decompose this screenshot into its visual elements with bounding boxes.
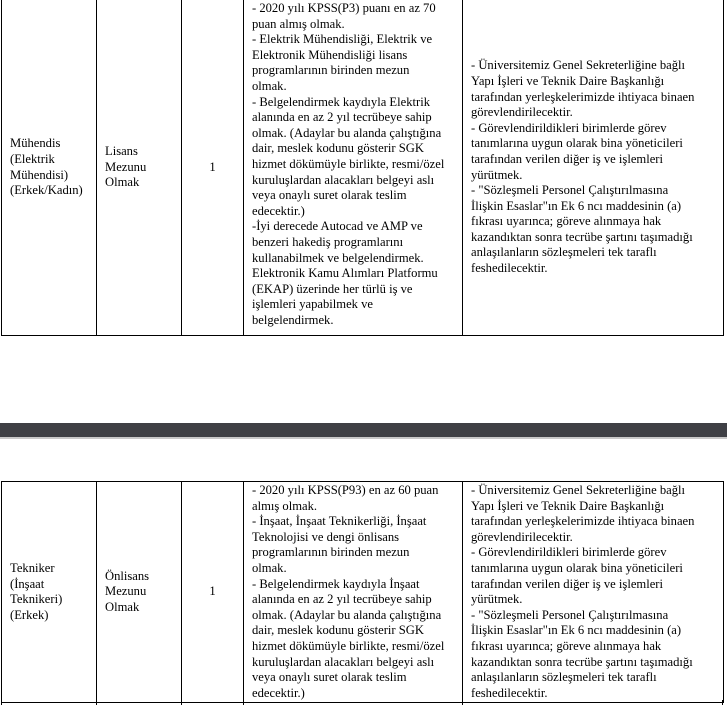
text-line: (Erkek/Kadın) <box>10 183 83 198</box>
text-line: yürütmek. <box>471 592 523 607</box>
education-cell <box>97 482 182 703</box>
text-line: görevlendirilecektir. <box>471 529 573 544</box>
text-line: - Belgelendirmek kaydıyla Elektrik <box>252 94 431 109</box>
text-line: - Görevlendirildikleri birimlerde görev <box>471 545 667 560</box>
duties-cell <box>463 0 724 336</box>
position-title <box>10 561 88 623</box>
text-line: hizmet dökümüyle birlikte, resmi/özel <box>252 156 445 171</box>
text-line: kuruluşlardan alacakları belgeyi aslı <box>252 172 435 187</box>
duties-cell <box>463 482 724 703</box>
text-line: olmak. (Adaylar bu alanda çalıştığına <box>252 125 442 140</box>
text-line: belgelendirmek. <box>252 312 334 327</box>
duties-text <box>471 58 715 276</box>
text-line: işlemleri yapabilmek ve <box>252 297 373 312</box>
table-row <box>2 0 724 336</box>
text-line: Mühendisi) <box>10 167 69 182</box>
text-line: Elektronik Mühendisliği lisans <box>252 47 408 62</box>
text-line: Teknolojisi ve dengi önlisans <box>252 529 400 544</box>
position-count-cell <box>182 0 244 336</box>
text-line: - "Sözleşmeli Personel Çalıştırılmasına <box>471 183 669 198</box>
text-line: İlişkin Esaslar"ın Ek 6 ncı maddesinin (a) <box>471 198 682 213</box>
position-title-cell <box>2 482 97 703</box>
text-line: (Erkek) <box>10 607 49 622</box>
text-line: hizmet dökümüyle birlikte, resmi/özel <box>252 638 445 653</box>
text-line: feshedilecektir. <box>471 261 548 276</box>
education-cell <box>97 0 182 336</box>
text-line: programlarının birinden mezun <box>252 63 410 78</box>
education-requirement <box>105 144 173 191</box>
text-line: dair, meslek kodunu gösterir SGK <box>252 623 424 638</box>
text-line: Lisans <box>105 144 138 159</box>
text-line: olmak. <box>252 78 287 93</box>
text-line: olmak. <box>252 560 287 575</box>
table-row <box>2 482 724 703</box>
text-line: yürütmek. <box>471 167 523 182</box>
requirements-cell <box>244 482 463 703</box>
text-line: - 2020 yılı KPSS(P93) en az 60 puan <box>252 483 439 497</box>
position-count: 1 <box>209 159 216 174</box>
text-line: - "Sözleşmeli Personel Çalıştırılmasına <box>471 607 669 622</box>
text-line: tanımlarına uygun olarak bina yöneticileri <box>471 560 683 575</box>
text-line: - Elektrik Mühendisliği, Elektrik ve <box>252 32 433 47</box>
text-line: tarafından yerleşkelerimizde ihtiyaca binaen <box>471 89 695 104</box>
text-line: kuruluşlardan alacakları belgeyi aslı <box>252 654 435 669</box>
text-line: - Üniversitemiz Genel Sekreterliğine bağlı <box>471 58 686 73</box>
text-line: Olmak <box>105 599 140 614</box>
position-title <box>10 136 88 198</box>
text-line: edecektir.) <box>252 203 305 218</box>
duties-text <box>471 483 715 701</box>
text-line: Mezunu <box>105 584 147 599</box>
text-line: fıkrası uyarınca; göreve alınmaya hak <box>471 214 662 229</box>
text-line: görevlendirilecektir. <box>471 105 573 120</box>
text-line: - Üniversitemiz Genel Sekreterliğine bağlı <box>471 483 686 497</box>
text-line: kazandıktan sonra tecrübe şartını taşımadığı <box>471 654 693 669</box>
education-requirement <box>105 569 173 616</box>
position-title-cell <box>2 0 97 336</box>
position-table-engineer <box>1 0 724 336</box>
requirements-text <box>252 1 454 328</box>
text-line: Mezunu <box>105 159 147 174</box>
cell-border <box>462 700 463 705</box>
text-line: Elektronik Kamu Alımları Platformu <box>252 266 438 281</box>
text-line: veya onaylı suret olarak teslim <box>252 670 407 685</box>
text-line: edecektir.) <box>252 685 305 700</box>
text-line: programlarının birinden mezun <box>252 545 410 560</box>
text-line: - 2020 yılı KPSS(P3) puanı en az 70 <box>252 1 436 15</box>
text-line: Mühendis <box>10 136 61 151</box>
text-line: anlaşılanların sözleşmeleri tek taraflı <box>471 670 657 685</box>
text-line: İlişkin Esaslar"ın Ek 6 ncı maddesinin (a) <box>471 623 682 638</box>
text-line: dair, meslek kodunu gösterir SGK <box>252 141 424 156</box>
text-line: -İyi derecede Autocad ve AMP ve <box>252 219 423 234</box>
cell-border <box>181 700 182 705</box>
page-separator <box>0 423 727 437</box>
text-line: tarafından verilen diğer iş ve işlemleri <box>471 576 663 591</box>
next-row-cutoff <box>0 700 727 705</box>
text-line: alanında en az 2 yıl tecrübeye sahip <box>252 592 432 607</box>
requirements-cell <box>244 0 463 336</box>
text-line: - Belgelendirmek kaydıyla İnşaat <box>252 576 420 591</box>
text-line: (Elektrik <box>10 151 55 166</box>
text-line: - İnşaat, İnşaat Teknikerliği, İnşaat <box>252 514 427 529</box>
text-line: olmak. (Adaylar bu alanda çalıştığına <box>252 607 442 622</box>
position-table-technician <box>1 481 724 703</box>
text-line: Önlisans <box>105 568 150 583</box>
text-line: Olmak <box>105 175 140 190</box>
cell-border <box>722 700 723 705</box>
position-count: 1 <box>209 584 216 599</box>
text-line: puan almış olmak. <box>252 16 345 31</box>
text-line: fıkrası uyarınca; göreve alınmaya hak <box>471 638 662 653</box>
cell-border <box>1 700 2 705</box>
text-line: alanında en az 2 yıl tecrübeye sahip <box>252 110 432 125</box>
text-line: (İnşaat <box>10 576 45 591</box>
text-line: Yapı İşleri ve Teknik Daire Başkanlığı <box>471 498 665 513</box>
position-count-cell <box>182 482 244 703</box>
text-line: tarafından verilen diğer iş ve işlemleri <box>471 151 663 166</box>
text-line: tanımlarına uygun olarak bina yöneticileri <box>471 136 683 151</box>
text-line: benzeri hakediş programlarını <box>252 234 404 249</box>
page-separator-shadow <box>0 437 727 439</box>
text-line: kazandıktan sonra tecrübe şartını taşımadığı <box>471 229 693 244</box>
text-line: - Görevlendirildikleri birimlerde görev <box>471 120 667 135</box>
text-line: Teknikeri) <box>10 592 63 607</box>
requirements-text <box>252 483 454 701</box>
text-line: tarafından yerleşkelerimizde ihtiyaca binaen <box>471 514 695 529</box>
cell-border <box>96 700 97 705</box>
text-line: feshedilecektir. <box>471 685 548 700</box>
text-line: almış olmak. <box>252 498 318 513</box>
text-line: Yapı İşleri ve Teknik Daire Başkanlığı <box>471 73 665 88</box>
cell-border <box>243 700 244 705</box>
text-line: Tekniker <box>10 560 55 575</box>
text-line: kullanabilmek ve belgelendirmek. <box>252 250 424 265</box>
text-line: (EKAP) üzerinde her türlü iş ve <box>252 281 413 296</box>
text-line: veya onaylı suret olarak teslim <box>252 188 407 203</box>
text-line: anlaşılanların sözleşmeleri tek taraflı <box>471 245 657 260</box>
